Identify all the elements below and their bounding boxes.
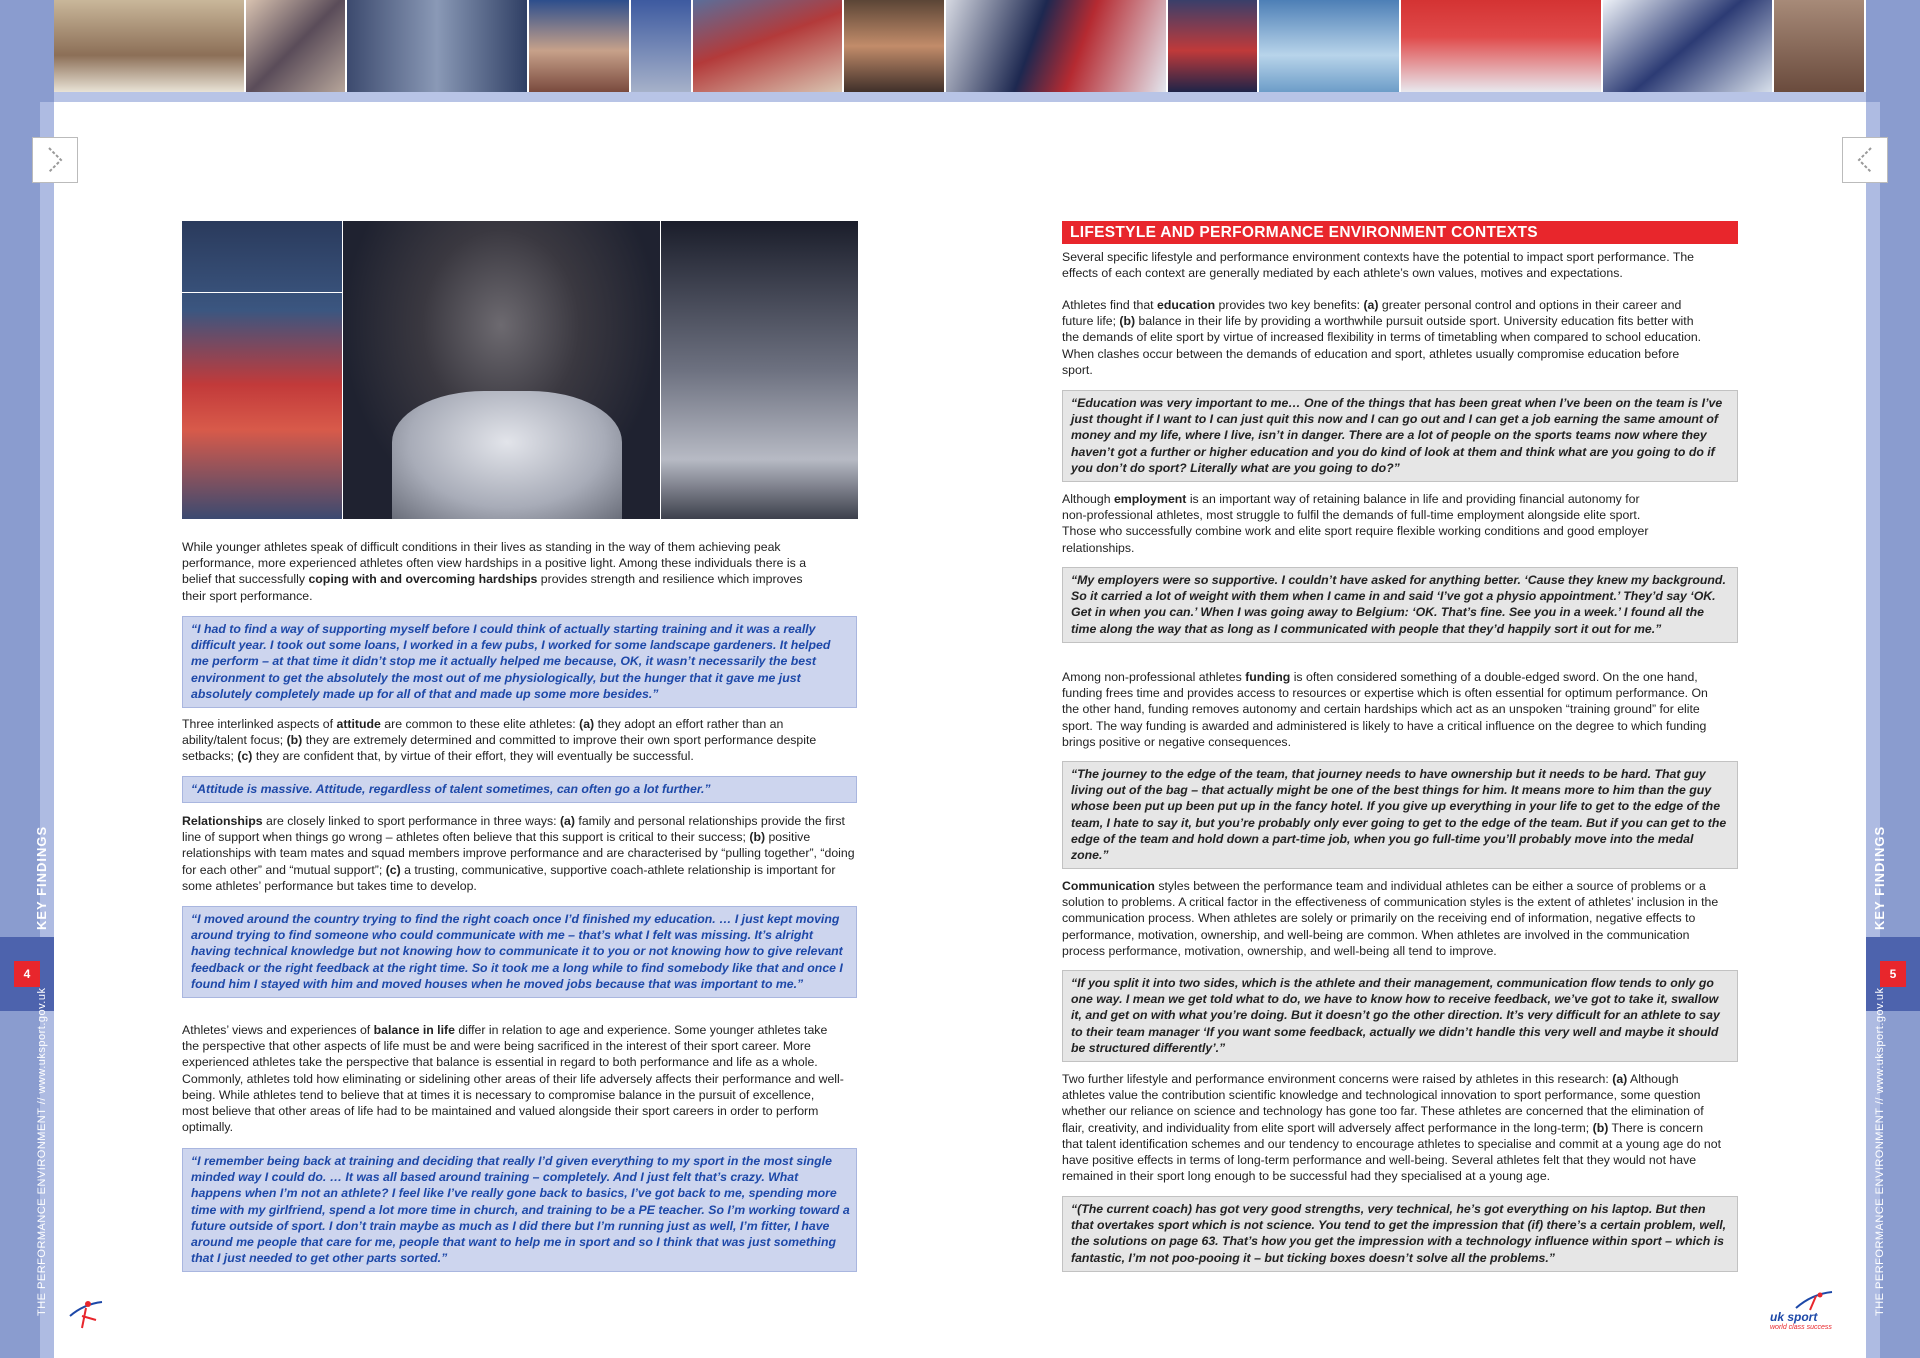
section-label: KEY FINDINGS (34, 825, 49, 930)
quote-hardships: “I had to find a way of supporting myself before I could think of actually starting training and it was a really difficult year. I took out some loans, I worked in a few pubs, I worked for some landscape gardeners. It helped me perform – at that time it didn’t stop me it actually helped me because, OK, it wasn’t necessarily the best environment to get the absolutely the most out of me physiologically, but the hunger that it gave me just absolutely completely made up for all of that and made up some more besides.” (182, 616, 857, 708)
footer-label-right: THE PERFORMANCE ENVIRONMENT // www.uksport.gov.uk (1874, 987, 1886, 1316)
section-heading: LIFESTYLE AND PERFORMANCE ENVIRONMENT CONTEXTS (1062, 221, 1738, 244)
quote-communication: “If you split it into two sides, which is the athlete and their management, communication flow tends to only go one way. I mean we get told what to do, we have to know how to receive feedback, we’ve got to take it, swallow it, and get on with what you’re doing. But it doesn’t go the other direction. It’s very difficult for an athlete to say to their team manager ‘If you want some feedback, actually we didn’t handle this very well and maybe it should be structured differently’.” (1062, 970, 1738, 1062)
athlete-logo-icon (66, 1296, 106, 1332)
footer-label: THE PERFORMANCE ENVIRONMENT // www.uksport.gov.uk (36, 987, 48, 1316)
chevron-right-icon (33, 138, 77, 182)
paragraph-attitude: Three interlinked aspects of attitude are common to these elite athletes: (a) they adopt an effort rather than an ability/talent focus; (b) they are extremely determined and committed to improve their own sport performance despite setbacks; (c) they are confident that, by virtue of their effort, they will eventually be successful. (182, 717, 817, 764)
quote-funding: “The journey to the edge of the team, that journey needs to have ownership but it needs to be hard. That guy living out of the bag – that actually might be one of the best things for him. It means more to him than the guy whose been put up been put up in the fancy hotel. If you give up everything in your life to get to the edge of the team, I hate to say it, but you’re probably only ever going to get to the edge of the team. But if you can get to the edge of the team and hold down a part-time job, when you go full-time you’ll probably move into the medal zone.” (1062, 761, 1738, 869)
quote-technology: “(The current coach) has got very good strengths, very technical, he’s got everything on his laptop. But then that overtakes sport which is not science. You tend to get the impression that (if) there’s a certain problem, well, the solutions on page 63. That’s how you get the impression with a technology influence within sport – which is fantastic, I’m not poo-pooing it – but ticking boxes doesn’t solve all the problems.” (1062, 1196, 1738, 1272)
paragraph-relationships: Relationships are closely linked to sport performance in three ways: (a) family and personal relationships provide the first line of support when things go wrong – athletes often believe that this support is critical to their success; (b) positive relationships with team mates and squad members improve performance and are characterised by “pulling together”, “doing for each other” and “mutual support”; (c) a trusting, communicative, supportive coach-athlete relationship is important for some athletes’ performance but takes time to develop. (182, 814, 855, 893)
paragraph-education: Athletes find that education provides two key benefits: (a) greater personal control and options in their career and future life; (b) balance in their life by providing a worthwhile pursuit outside sport. University education fits better with the demands of elite sport by virtue of increased flexibility in terms of timetabling when compared to school education. When clashes occur between the demands of education and sport, athletes usually compromise education before sport. (1062, 298, 1702, 377)
page-number: 5 (1880, 961, 1906, 987)
paragraph-further-concerns: Two further lifestyle and performance environment concerns were raised by athletes in this research: (a) Although athletes value the contribution scientific knowledge and technological innovation to sport performance, some question whether our reliance on science and technology has gone too far. These athletes are concerned that the elimination of flair, creativity, and individuality from elite sport will adversely affect performance in the long-term; (b) There is concern that talent identification schemes and our tendency to encourage athletes to specialise and commit at a young age do not have positive effects in terms of long-term performance and well-being. Several athletes felt that they would not have remained in their sport long enough to be successful had they specialised at a young age. (1062, 1072, 1721, 1184)
athlete-logo-icon (1794, 1290, 1834, 1312)
page-number: 4 (14, 961, 40, 987)
quote-coach: “I moved around the country trying to find the right coach once I’d finished my education. … I just kept moving around trying to find someone who could communicate with me – that’s what I felt was missing. It’s alright having technical knowledge but not knowing how to communicate it to you or not knowing how to give relevant feedback or the right feedback at the right time. So it took me a long while to find somebody like that and once I found him I stayed with him and moved houses when he moved jobs because that was important to me.” (182, 906, 857, 998)
paragraph-communication: Communication styles between the performance team and individual athletes can be either a source of problems or a solution to problems. A critical factor in the effectiveness of communication styles is the extent of athletes’ inclusion in the communication process. When athletes are solely or primarily on the receiving end of information, negative effects to performance, motivation, ownership, and well-being are common. When athletes are involved in the communication process performance, motivation, ownership, and well-being all tend to improve. (1062, 879, 1719, 958)
chevron-left-icon (1843, 138, 1887, 182)
section-label-right: KEY FINDINGS (1872, 825, 1887, 930)
fencing-photo (182, 221, 858, 519)
paragraph-hardships: While younger athletes speak of difficult conditions in their lives as standing in the way of them achieving peak performance, more experienced athletes often view hardships in a positive light. Among these individuals there is a belief that successfully coping with and overcoming hardships provides strength and resilience which improves their sport performance. (182, 540, 807, 603)
paragraph-funding: Among non-professional athletes funding is often considered something of a double-edged sword. On the one hand, funding frees time and provides access to resources or expertise which is often essential for optimum performance. On the other hand, funding removes autonomy and certain hardships which act as an unspoken “training ground” for elite sport. The way funding is awarded and administered is likely to have a critical influence on the degree to which funding brings positive or negative consequences. (1062, 670, 1708, 749)
athlete-photo-strip (54, 0, 1866, 92)
right-corner-mark (1842, 137, 1888, 183)
quote-employment: “My employers were so supportive. I couldn’t have asked for anything better. ‘Cause they knew my background. So it carried a lot of weight with them when I came in and said ‘I’ve got a physio appointment.’ They’d say ‘OK. Get in when you can.’ When I was going away to Belgium: ‘OK. That’s fine. See you in a week.’ I found all the time along the way that as long as I communicated with people that they’d happily sort it out for me.” (1062, 567, 1738, 643)
quote-attitude: “Attitude is massive. Attitude, regardless of talent sometimes, can often go a lot further.” (182, 776, 857, 803)
uk-sport-logo (1768, 1290, 1836, 1334)
quote-education: “Education was very important to me… One of the things that has been great when I’ve been on the team is I’ve just thought if I want to I can just quit this now and I can go out and I can get a job earning the same amount of money and my life, where I live, isn’t in danger. There are a lot of people on the sports teams now where they haven’t got a further or higher education and you do kind of look at them and think what are you going to do if you don’t do sport? Literally what are you going to do?” (1062, 390, 1738, 482)
left-column (182, 539, 827, 604)
paragraph-employment: Although employment is an important way of retaining balance in life and providing financial autonomy for non-professional athletes, most struggle to fulfil the demands of full-time employment alongside elite sport. Those who successfully combine work and elite sport require flexible working conditions and good employer relationships. (1062, 492, 1649, 555)
left-sidebar (0, 0, 54, 1358)
quote-balance: “I remember being back at training and deciding that really I’d given everything to my sport in the most single minded way I could do. … It was all based around training – completely. And I just felt that’s crazy. What happens when I’m not an athlete? I feel like I’ve really gone back to basics, I’ve got back to me, spending more time with my girlfriend, spend a lot more time in church, and training to be a PE teacher. So I’m working toward a future outside of sport. I don’t train maybe as much as I did there but I’m running just as well, I’m fitter, I have around me people that care for me, people that want to help me in sport and so I think that was just something that I just needed to get other parts sorted.” (182, 1148, 857, 1272)
logo-text: uk sport (1770, 1310, 1818, 1324)
uk-sport-emblem-left (66, 1296, 106, 1337)
paragraph-intro: Several specific lifestyle and performance environment contexts have the potential to impact sport performance. The effects of each context are generally mediated by each athlete’s own values, motives and expectations. (1062, 250, 1695, 281)
logo-tagline: world class success (1770, 1324, 1832, 1331)
left-corner-mark (32, 137, 78, 183)
paragraph-balance: Athletes’ views and experiences of balance in life differ in relation to age and experience. Some younger athletes take the perspective that other aspects of life must be and were being sacrificed in the interest of their sport career. More experienced athletes take the perspective that balance is essential in regard to both performance and life as a whole. Commonly, athletes told how eliminating or sidelining other areas of their life adversely affects their performance and well-being. While athletes tend to believe that at times it is necessary to compromise balance in the pursuit of excellence, most believe that other areas of life had to be maintained and valued alongside their sport careers in order to perform optimally. (182, 1023, 844, 1135)
